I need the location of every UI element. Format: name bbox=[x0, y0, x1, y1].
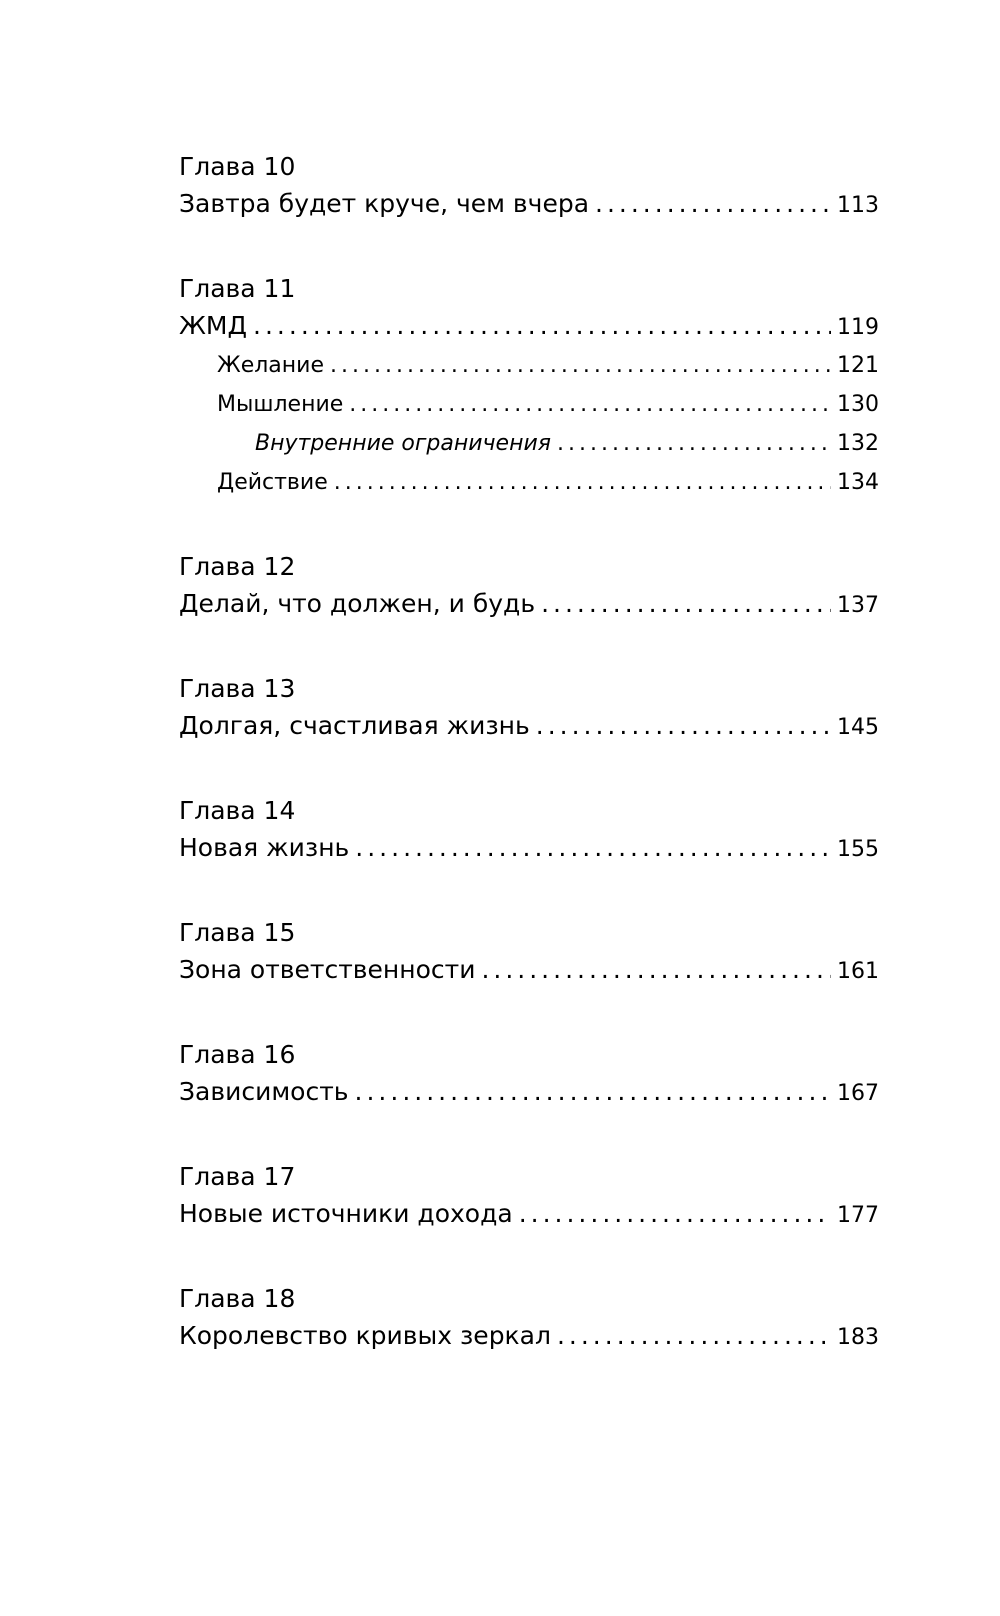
page-number: 134 bbox=[837, 470, 879, 495]
chapter-label: Глава 18 bbox=[179, 1284, 296, 1313]
toc-subentry[interactable] bbox=[179, 385, 879, 424]
dot-leader bbox=[355, 828, 831, 868]
chapter-label: Глава 10 bbox=[179, 152, 296, 181]
entry-title: Желание bbox=[217, 353, 324, 378]
chapter-label: Глава 17 bbox=[179, 1162, 296, 1191]
toc-chapter bbox=[179, 916, 879, 990]
toc-chapter bbox=[179, 272, 879, 502]
dot-leader bbox=[253, 306, 831, 346]
entry-title: Зона ответственности bbox=[179, 955, 476, 984]
toc-entry[interactable] bbox=[179, 1316, 879, 1356]
entry-title: ЖМД bbox=[179, 311, 248, 340]
dot-leader bbox=[557, 424, 831, 463]
toc-subentry[interactable] bbox=[179, 346, 879, 385]
toc-chapter bbox=[179, 150, 879, 224]
chapter-label: Глава 13 bbox=[179, 674, 296, 703]
chapter-label: Глава 16 bbox=[179, 1040, 296, 1069]
page-number: 183 bbox=[837, 1325, 879, 1350]
page-number: 130 bbox=[837, 392, 879, 417]
chapter-label: Глава 14 bbox=[179, 796, 296, 825]
toc-entry[interactable] bbox=[179, 1072, 879, 1112]
page-number: 113 bbox=[837, 193, 879, 218]
dot-leader bbox=[541, 584, 831, 624]
page-number: 119 bbox=[837, 315, 879, 340]
dot-leader bbox=[349, 385, 831, 424]
dot-leader bbox=[519, 1194, 831, 1234]
toc-chapter bbox=[179, 1282, 879, 1356]
dot-leader bbox=[355, 1072, 831, 1112]
toc-entry[interactable] bbox=[179, 306, 879, 346]
entry-title: Мышление bbox=[217, 392, 344, 417]
toc-chapter bbox=[179, 672, 879, 746]
toc-entry[interactable] bbox=[179, 1194, 879, 1234]
toc-subentry[interactable] bbox=[179, 463, 879, 502]
toc-entry[interactable] bbox=[179, 828, 879, 868]
entry-title: Новая жизнь bbox=[179, 833, 350, 862]
chapter-label: Глава 12 bbox=[179, 552, 296, 581]
toc-entry[interactable] bbox=[179, 950, 879, 990]
toc-entry[interactable] bbox=[179, 184, 879, 224]
dot-leader bbox=[595, 184, 831, 224]
table-of-contents bbox=[179, 150, 879, 1404]
dot-leader bbox=[330, 346, 831, 385]
page-number: 161 bbox=[837, 959, 879, 984]
page-number: 121 bbox=[837, 353, 879, 378]
entry-title: Новые источники дохода bbox=[179, 1199, 513, 1228]
toc-chapter bbox=[179, 550, 879, 624]
page-number: 145 bbox=[837, 715, 879, 740]
dot-leader bbox=[536, 706, 831, 746]
chapter-label: Глава 11 bbox=[179, 274, 296, 303]
chapter-label: Глава 15 bbox=[179, 918, 296, 947]
entry-title: Зависимость bbox=[179, 1077, 349, 1106]
toc-entry[interactable] bbox=[179, 584, 879, 624]
toc-chapter bbox=[179, 1038, 879, 1112]
entry-title: Долгая, счастливая жизнь bbox=[179, 711, 530, 740]
page-number: 155 bbox=[837, 837, 879, 862]
page-number: 177 bbox=[837, 1203, 879, 1228]
toc-chapter bbox=[179, 1160, 879, 1234]
page-number: 132 bbox=[837, 431, 879, 456]
entry-title: Внутренние ограничения bbox=[255, 431, 552, 456]
dot-leader bbox=[334, 463, 831, 502]
toc-subentry[interactable] bbox=[179, 424, 879, 463]
entry-title: Делай, что должен, и будь bbox=[179, 589, 536, 618]
entry-title: Действие bbox=[217, 470, 328, 495]
page-number: 167 bbox=[837, 1081, 879, 1106]
dot-leader bbox=[557, 1316, 831, 1356]
entry-title: Завтра будет круче, чем вчера bbox=[179, 189, 590, 218]
page-number: 137 bbox=[837, 593, 879, 618]
entry-title: Королевство кривых зеркал bbox=[179, 1321, 551, 1350]
toc-chapter bbox=[179, 794, 879, 868]
dot-leader bbox=[481, 950, 831, 990]
toc-entry[interactable] bbox=[179, 706, 879, 746]
